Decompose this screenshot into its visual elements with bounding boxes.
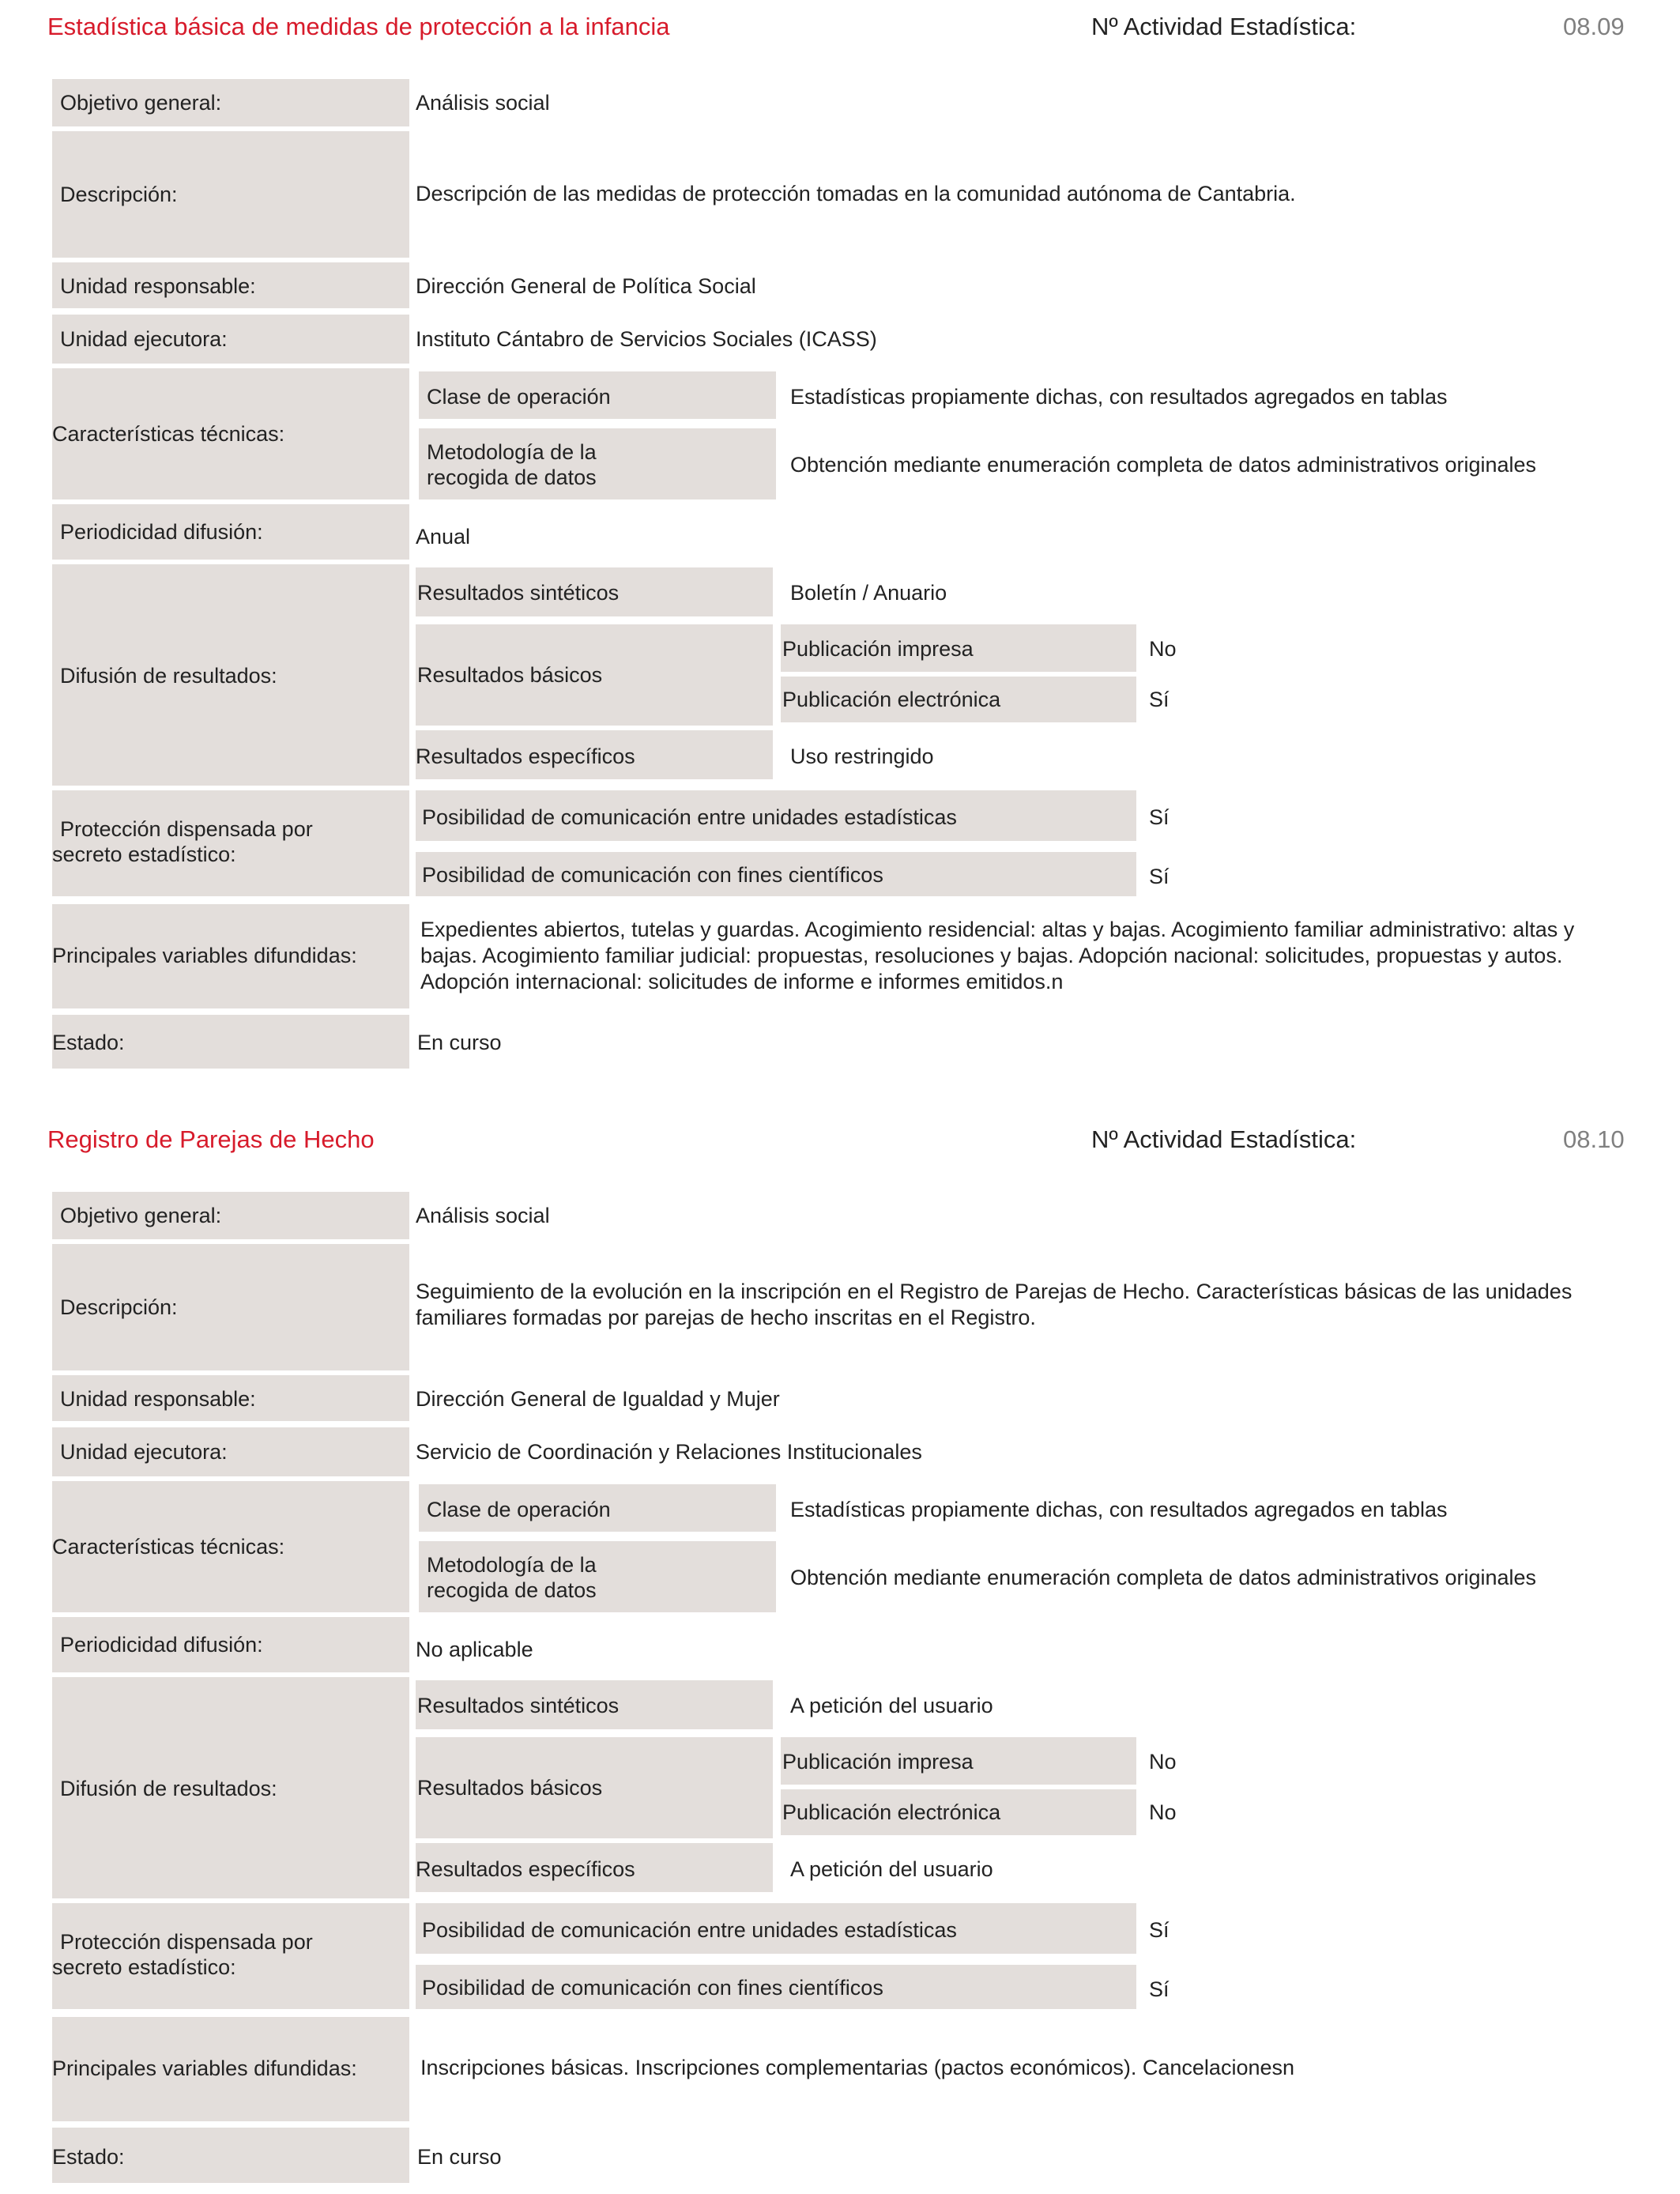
descripcion-value: Seguimiento de la evolución en la inscripción en el Registro de Parejas de Hecho. Características básicas de las unidades familiares formadas por parejas de hecho inscritas en el Registro. — [416, 1280, 1573, 1329]
especificos-value: A petición del usuario — [790, 1857, 993, 1881]
metodologia-value: Obtención mediante enumeración completa de datos administrativos originales — [790, 1566, 1537, 1589]
electronica-value: No — [1149, 1800, 1177, 1824]
section-2 — [0, 1113, 1680, 2194]
impresa-value: No — [1149, 1750, 1177, 1774]
especificos-label: Resultados específicos — [416, 1857, 635, 1881]
proteccion-label-line1: Protección dispensada por — [60, 817, 313, 841]
fines-value: Sí — [1149, 865, 1170, 888]
metodologia-label-line1: Metodología de la — [427, 440, 597, 464]
activity-number-label: Nº Actividad Estadística: — [1091, 13, 1357, 40]
descripcion-value: Descripción de las medidas de protección tomadas en la comunidad autónoma de Cantabria. — [416, 182, 1296, 205]
objetivo-label: Objetivo general: — [60, 91, 222, 115]
variables-label: Principales variables difundidas: — [52, 944, 357, 967]
especificos-value: Uso restringido — [790, 745, 934, 768]
objetivo-label: Objetivo general: — [60, 1204, 222, 1227]
metodologia-label-line2: recogida de datos — [427, 1578, 597, 1602]
activity-number: 08.10 — [1563, 1125, 1625, 1153]
sinteticos-label: Resultados sintéticos — [417, 1694, 620, 1717]
sinteticos-label: Resultados sintéticos — [417, 581, 620, 605]
metodologia-label-line1: Metodología de la — [427, 1553, 597, 1577]
caracteristicas-label: Características técnicas: — [52, 422, 285, 446]
section-title: Registro de Parejas de Hecho — [47, 1125, 375, 1153]
unidad-ejecutora-label: Unidad ejecutora: — [60, 1440, 228, 1464]
entre-unidades-value: Sí — [1149, 1918, 1170, 1942]
entre-unidades-value: Sí — [1149, 805, 1170, 829]
proteccion-label-line1: Protección dispensada por — [60, 1930, 313, 1954]
estado-value: En curso — [417, 2145, 502, 2169]
section-1 — [0, 0, 1680, 1091]
section-title: Estadística básica de medidas de protección a la infancia — [47, 13, 670, 40]
unidad-responsable-value: Dirección General de Política Social — [416, 274, 756, 298]
fines-value: Sí — [1149, 1977, 1170, 2001]
unidad-responsable-label: Unidad responsable: — [60, 274, 256, 298]
clase-value: Estadísticas propiamente dichas, con resultados agregados en tablas — [790, 1498, 1448, 1521]
estado-label: Estado: — [52, 2145, 125, 2169]
estado-label: Estado: — [52, 1031, 125, 1054]
unidad-ejecutora-value: Instituto Cántabro de Servicios Sociales (ICASS) — [416, 327, 877, 351]
proteccion-label-line2: secreto estadístico: — [52, 843, 236, 866]
fines-label: Posibilidad de comunicación con fines científicos — [422, 1976, 883, 2000]
variables-value: Expedientes abiertos, tutelas y guardas. Acogimiento residencial: altas y bajas. Acogimiento familiar administrativo: altas y bajas. Acogimiento familiar judicial: propuestas, resoluciones y bajas. Adopción nacional: solicitudes, propuestas y autos. Adopción internacional: solicitudes de informe e informes emitidos.n — [420, 918, 1575, 993]
especificos-label: Resultados específicos — [416, 745, 635, 768]
difusion-label: Difusión de resultados: — [60, 664, 277, 688]
descripcion-label: Descripción: — [60, 1295, 178, 1319]
sinteticos-value: Boletín / Anuario — [790, 581, 947, 605]
impresa-label: Publicación impresa — [782, 637, 974, 661]
electronica-value: Sí — [1149, 688, 1170, 711]
objetivo-value: Análisis social — [416, 91, 550, 115]
objetivo-value: Análisis social — [416, 1204, 550, 1227]
electronica-label: Publicación electrónica — [782, 1800, 1001, 1824]
clase-value: Estadísticas propiamente dichas, con resultados agregados en tablas — [790, 385, 1448, 409]
proteccion-label-line2: secreto estadístico: — [52, 1955, 236, 1979]
unidad-responsable-label: Unidad responsable: — [60, 1387, 256, 1411]
sinteticos-value: A petición del usuario — [790, 1694, 993, 1717]
periodicidad-label: Periodicidad difusión: — [60, 1633, 263, 1657]
periodicidad-label: Periodicidad difusión: — [60, 520, 263, 544]
fines-label: Posibilidad de comunicación con fines científicos — [422, 863, 883, 887]
variables-value: Inscripciones básicas. Inscripciones complementarias (pactos económicos). Cancelacionesn — [420, 2056, 1295, 2079]
activity-number-label: Nº Actividad Estadística: — [1091, 1125, 1357, 1153]
impresa-label: Publicación impresa — [782, 1750, 974, 1774]
entre-unidades-label: Posibilidad de comunicación entre unidades estadísticas — [422, 805, 957, 829]
activity-number: 08.09 — [1563, 13, 1625, 40]
unidad-ejecutora-label: Unidad ejecutora: — [60, 327, 228, 351]
caracteristicas-label: Características técnicas: — [52, 1535, 285, 1559]
clase-label: Clase de operación — [427, 1498, 611, 1521]
entre-unidades-label: Posibilidad de comunicación entre unidades estadísticas — [422, 1918, 957, 1942]
descripcion-label: Descripción: — [60, 183, 178, 206]
basicos-label: Resultados básicos — [417, 663, 603, 687]
unidad-ejecutora-value: Servicio de Coordinación y Relaciones Institucionales — [416, 1440, 922, 1464]
electronica-label: Publicación electrónica — [782, 688, 1001, 711]
basicos-label: Resultados básicos — [417, 1776, 603, 1800]
variables-label: Principales variables difundidas: — [52, 2056, 357, 2080]
impresa-value: No — [1149, 637, 1177, 661]
difusion-label: Difusión de resultados: — [60, 1777, 277, 1800]
estado-value: En curso — [417, 1031, 502, 1054]
unidad-responsable-value: Dirección General de Igualdad y Mujer — [416, 1387, 780, 1411]
clase-label: Clase de operación — [427, 385, 611, 409]
metodologia-label-line2: recogida de datos — [427, 466, 597, 489]
periodicidad-value: Anual — [416, 525, 471, 548]
periodicidad-value: No aplicable — [416, 1638, 533, 1661]
metodologia-value: Obtención mediante enumeración completa de datos administrativos originales — [790, 453, 1537, 477]
